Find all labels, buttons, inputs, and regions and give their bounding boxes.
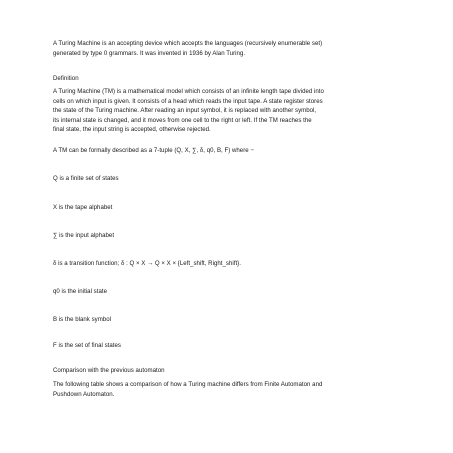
definition-line: A Turing Machine (TM) is a mathematical model which consists of an infinite length tape divided into — [53, 88, 324, 95]
q-definition: Q is a finite set of states — [53, 175, 119, 182]
intro-paragraph — [53, 39, 408, 58]
comparison-paragraph — [53, 380, 408, 399]
q0-definition: q0 is the initial state — [53, 288, 107, 295]
comparison-line: The following table shows a comparison of how a Turing machine differs from Finite Automaton and — [53, 381, 323, 388]
definition-paragraph — [53, 87, 408, 135]
x-definition: X is the tape alphabet — [53, 204, 113, 211]
f-definition: F is the set of final states — [53, 342, 121, 349]
tuple-intro: A TM can be formally described as a 7-tuple (Q, X, ∑, δ, q0, B, F) where − — [53, 147, 254, 154]
comparison-heading: Comparison with the previous automaton — [53, 367, 165, 374]
intro-line: A Turing Machine is an accepting device which accepts the languages (recursively enumerable set) — [53, 40, 323, 47]
intro-line: generated by type 0 grammars. It was invented in 1936 by Alan Turing. — [53, 49, 246, 57]
sigma-definition: ∑ is the input alphabet — [53, 232, 115, 239]
delta-definition: δ is a transition function; δ : Q × X → Q × X × {Left_shift, Right_shift}. — [53, 260, 241, 267]
comparison-line: Pushdown Automaton. — [53, 390, 115, 398]
definition-line: cells on which input is given. It consists of a head which reads the input tape. A state register stores — [53, 97, 323, 105]
definition-line: final state, the input string is accepted, otherwise rejected. — [53, 126, 211, 133]
definition-line: its internal state is changed, and it moves from one cell to the right or left. If the TM reaches the — [53, 116, 312, 124]
definition-line: the state of the Turing machine. After reading an input symbol, it is replaced with another symbol, — [53, 107, 317, 114]
definition-heading: Definition — [53, 75, 79, 82]
b-definition: B is the blank symbol — [53, 316, 111, 323]
